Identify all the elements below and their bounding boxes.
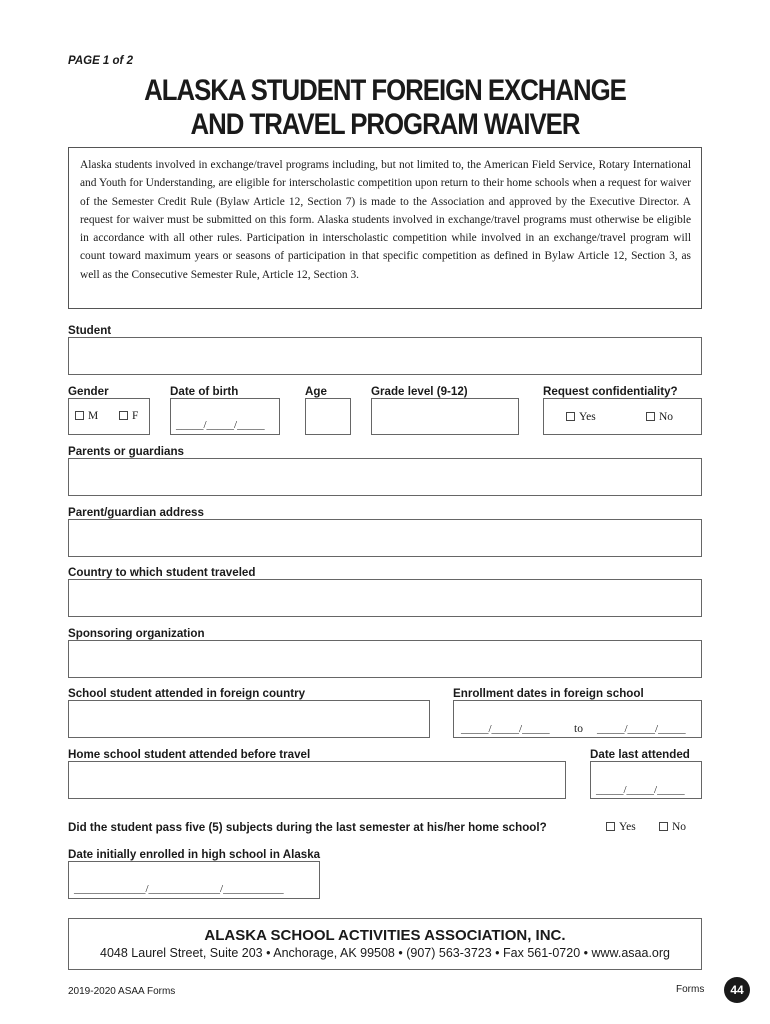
pass-no-label: No [672,821,687,833]
page-number-badge: 44 [724,977,750,1003]
confidentiality-no-label: No [659,411,674,423]
student-field[interactable] [68,337,702,375]
student-label: Student [68,324,112,337]
enroll-from-blank: _____/_____/_____ [461,723,550,735]
age-field[interactable] [305,398,351,435]
association-address: 4048 Laurel Street, Suite 203 • Anchorage, AK 99508 • (907) 563-3723 • Fax 561-0720 • www.asaa.org [100,946,670,960]
confidentiality-no-option[interactable] [646,411,673,423]
gender-m-checkbox[interactable] [75,411,84,420]
footer-year-label: 2019-2020 ASAA Forms [68,986,176,997]
age-label: Age [305,385,327,398]
form-title-line2: AND TRAVEL PROGRAM WAIVER [190,108,580,141]
date-last-field[interactable] [590,761,702,799]
confidentiality-no-checkbox[interactable] [646,412,655,421]
association-name: ALASKA SCHOOL ACTIVITIES ASSOCIATION, INC. [204,927,566,944]
gender-m-label: M [88,410,99,422]
gender-m-option[interactable] [75,410,98,422]
gender-field [68,398,150,435]
confidentiality-yes-checkbox[interactable] [566,412,575,421]
date-enrolled-blank: _____________/_____________/___________ [74,883,284,895]
confidentiality-yes-option[interactable] [566,411,596,423]
gender-f-label: F [132,410,139,422]
sponsor-field[interactable] [68,640,702,678]
confidentiality-label: Request confidentiality? [543,385,678,398]
enroll-dates-field[interactable] [453,700,702,738]
enroll-dates-label: Enrollment dates in foreign school [453,687,644,700]
gender-label: Gender [68,385,109,398]
date-enrolled-label: Date initially enrolled in high school in Alaska [68,848,321,861]
pass-yes-label: Yes [619,821,636,833]
grade-field[interactable] [371,398,519,435]
enroll-to-word: to [574,723,583,735]
confidentiality-yes-label: Yes [579,411,596,423]
dob-blank: _____/_____/_____ [176,419,265,431]
date-last-blank: _____/_____/_____ [596,784,685,796]
dob-label: Date of birth [170,385,239,398]
sponsor-label: Sponsoring organization [68,627,205,640]
pass-yes-checkbox[interactable] [606,822,615,831]
dob-field[interactable] [170,398,280,435]
home-school-field[interactable] [68,761,566,799]
date-enrolled-field[interactable] [68,861,320,899]
intro-paragraph: Alaska students involved in exchange/travel programs including, but not limited to, the American Field Service, Rotary International and Youth for Understanding, are eligible for interscholastic competition upon return to their home schools when a request for waiver of the Semester Credit Rule (Bylaw Article 12, Section 7) is made to the Association and approved by the Executive Director. A request for waiver must be submitted on this form. Alaska students involved in exchange/travel programs must otherwise be eligible in accordance with all other rules. Participation in interscholastic competition while involved in an exchange/travel program will count toward maximum years or seasons of participation in that specific competition as defined in Bylaw Article 12, Section 3, as well as the Consecutive Semester Rule, Article 12, Section 3. [68,147,702,309]
gender-f-checkbox[interactable] [119,411,128,420]
page-label: PAGE 1 of 2 [68,55,133,67]
parent-address-label: Parent/guardian address [68,506,204,519]
confidentiality-field [543,398,702,435]
school-foreign-field[interactable] [68,700,430,738]
parents-field[interactable] [68,458,702,496]
pass-no-option[interactable] [659,821,686,833]
parent-address-field[interactable] [68,519,702,557]
pass-no-checkbox[interactable] [659,822,668,831]
home-school-label: Home school student attended before travel [68,748,311,761]
parents-label: Parents or guardians [68,445,184,458]
association-info-box [68,918,702,970]
country-label: Country to which student traveled [68,566,256,579]
grade-label: Grade level (9-12) [371,385,468,398]
school-foreign-label: School student attended in foreign country [68,687,306,700]
gender-f-option[interactable] [119,410,138,422]
country-field[interactable] [68,579,702,617]
footer-section-label: Forms [676,984,705,995]
pass-question-label: Did the student pass five (5) subjects during the last semester at his/her home school? [68,821,547,834]
date-last-label: Date last attended [590,748,690,761]
enroll-to-blank: _____/_____/_____ [597,723,686,735]
pass-yes-option[interactable] [606,821,636,833]
form-title-line1: ALASKA STUDENT FOREIGN EXCHANGE [144,74,626,107]
